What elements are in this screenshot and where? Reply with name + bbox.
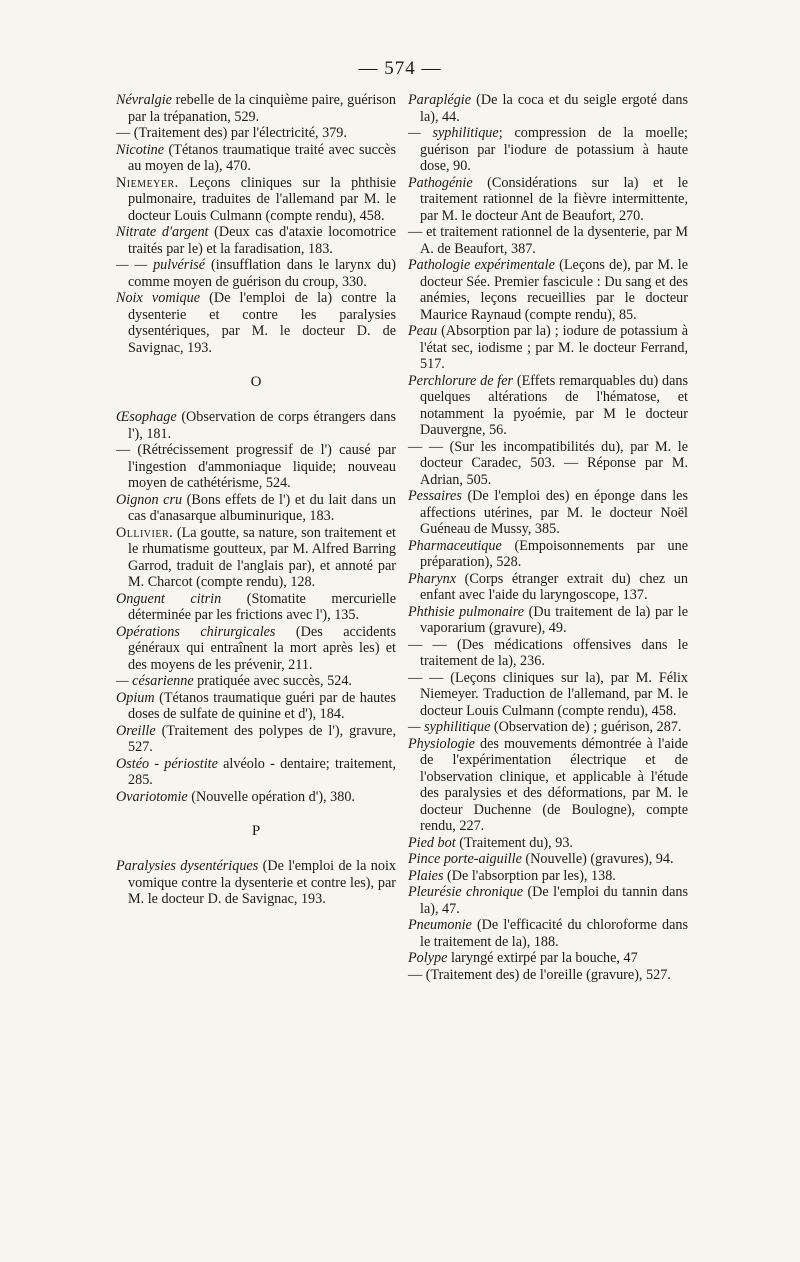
index-entry [408,224,688,257]
index-entry [408,538,688,571]
entry-text: (Du traitement de la) par le vaporarium (gravure), 49. [420,603,688,636]
index-entry [116,858,396,908]
right-block-p [408,92,688,983]
index-entry [408,868,688,885]
entry-text: (insufflation dans le larynx du) comme moyen de guérison du croup, 330. [128,257,396,290]
entry-text: (Considérations sur la) et le traitement rationnel de la fièvre intermittente, par M. le docteur Ant de Beaufort, 270. [420,174,688,224]
page-number: — 574 — [358,58,442,79]
index-entry [116,756,396,789]
entry-text: (De l'emploi du tannin dans la), 47. [420,884,689,917]
entry-heading: Névralgie [116,92,172,108]
entry-text: — (Traitement des) de l'oreille (gravure), 527. [408,966,671,983]
index-entry [116,125,396,142]
entry-heading: Oignon cru [116,491,183,508]
index-entry [408,125,688,175]
index-entry [408,488,688,538]
index-entry [116,673,396,690]
entry-text: (Deux cas d'ataxie locomotrice traités par le) et la faradisation, 183. [128,224,396,257]
entry-heading: Paralysies dysentériques [116,858,259,874]
entry-text: (Observation de corps étrangers dans l'), 181. [128,409,396,442]
entry-heading: Noix vomique [116,290,200,306]
entry-text: (Nouvelle) (gravures), 94. [521,851,674,867]
index-entry [408,719,688,736]
entry-text: (Leçons de), par M. le docteur Sée. Premier fascicule : Du sang et des anémies, leçons recueillies par le docteur Maurice Raynaud (compte rendu), 85. [420,257,688,323]
entry-text: (Tétanos traumatique traité avec succès au moyen de la), 470. [128,141,396,174]
entry-text: (Traitement des polypes de l'), gravure, 527. [128,722,396,755]
entry-text: des mouvements démontrée à l'aide de l'expérimentation électrique et de l'observation clinique, et applicable à l'étude des paralysies et des déformations, par M. le docteur Duchenne (de Boulogne), compte rendu, 227. [420,735,688,834]
index-entry [116,624,396,674]
entry-text: (Bons effets de l') et du lait dans un cas d'anasarque albuminurique, 183. [128,491,396,524]
entry-text: (De l'emploi des) en éponge dans les affections utérines, par M. le docteur Noël Guéneau de Mussy, 385. [420,488,688,537]
index-entry [116,290,396,356]
entry-heading: Opérations chirurgicales [116,623,276,640]
entry-heading: Pharynx [408,570,457,587]
index-entry [408,967,688,984]
entry-text: — (Rétrécissement progressif de l') causé par l'ingestion d'ammoniaque liquide; nouveau moyen de cathétérisme, 524. [116,442,396,491]
index-entry [408,736,688,835]
entry-heading: Pathogénie [408,174,473,191]
entry-text: rebelle de la cinquième paire, guérison par la trépanation, 529. [128,92,396,125]
index-entry [408,323,688,373]
entry-heading: Pied bot [408,834,456,851]
index-entry [116,175,396,225]
entry-heading: Pathologie expérimentale [408,257,555,273]
entry-heading: Polype [408,950,448,966]
entry-text: — (Traitement des) par l'électricité, 379. [116,125,347,141]
entry-heading: — — pulvérisé [116,257,206,273]
entry-heading: Niemeyer. [116,174,179,191]
index-entry [408,175,688,225]
left-block-o [116,409,396,805]
entry-text: (De la coca et du seigle ergoté dans la), 44. [420,92,688,125]
entry-heading: — syphilitique [408,719,491,735]
entry-heading: Perchlorure de fer [408,372,514,389]
entry-heading: Ollivier. [116,524,174,541]
index-entry [408,917,688,950]
index-entry [408,257,688,323]
entry-heading: Nicotine [116,141,165,158]
entry-text: (De l'emploi de la noix vomique contre la dysenterie et contre les), par M. le docteur D. de Savignac, 193. [128,858,396,907]
entry-heading: Œsophage [116,409,177,425]
index-entry [408,92,688,125]
left-block-n [116,92,396,356]
index-entry [116,92,396,125]
entry-heading: Plaies [408,867,444,884]
entry-text: (Tétanos traumatique guéri par de hautes doses de sulfate de quinine et d'), 184. [128,689,396,722]
index-entry [116,789,396,806]
entry-heading: Oreille [116,722,156,739]
index-entry [408,637,688,670]
index-entry [116,525,396,591]
entry-text: — — (Leçons cliniques sur la), par M. Félix Niemeyer. Traduction de l'allemand, par M. le docteur Louis Culmann (compte rendu), 458. [408,669,688,719]
index-entry [116,257,396,290]
index-entry [116,224,396,257]
section-letter-o: O [250,374,262,390]
entry-text: Leçons cliniques sur la phthisie pulmonaire, traduites de l'allemand par M. le docteur Louis Culmann (compte rendu), 458. [128,174,396,224]
entry-text: (Stomatite mercurielle déterminée par les frictions avec l'), 135. [128,590,396,623]
entry-heading: — syphilitique [408,125,499,141]
index-entry [116,492,396,525]
entry-heading: Pleurésie chronique [408,884,524,900]
entry-text: (Observation de) ; guérison, 287. [490,719,682,735]
index-entry [408,373,688,439]
entry-heading: Opium [116,689,155,706]
index-entry [408,670,688,720]
entry-text: (Nouvelle opération d'), 380. [187,788,355,805]
left-column [116,92,396,908]
index-entry [116,409,396,442]
entry-heading: Nitrate d'argent [116,224,209,240]
entry-text: — et traitement rationnel de la dysenterie, par M A. de Beaufort, 387. [408,224,688,257]
entry-text: (De l'absorption par les), 138. [443,867,616,884]
entry-heading: Pince porte-aiguille [408,851,522,867]
entry-heading: Peau [408,323,438,339]
entry-text: (De l'efficacité du chloroforme dans le traitement de la), 188. [420,917,688,950]
index-entry [408,851,688,868]
entry-text: (Empoisonnements par une préparation), 528. [420,537,688,570]
index-entry [116,690,396,723]
index-entry [408,604,688,637]
index-entry [116,442,396,492]
right-column [408,92,688,983]
entry-heading: Ostéo - périostite [116,755,218,772]
entry-heading: — césarienne [116,673,194,689]
index-entry [116,591,396,624]
entry-text: (La goutte, sa nature, son traitement et le rhumatisme goutteux, par M. Alfred Barring Garrod, traduit de l'anglais par), et annoté par M. Charcot (compte rendu), 128. [128,524,396,590]
index-entry [408,884,688,917]
entry-heading: Physiologie [408,735,475,752]
entry-text: — — (Sur les incompatibilités du), par M. le docteur Caradec, 503. — Réponse par M. Adrian, 505. [408,438,688,488]
entry-text: alvéolo - dentaire; traitement, 285. [128,755,396,788]
entry-text: (De l'emploi de la) contre la dysenterie et contre les paralysies dysentériques, par M. le docteur D. de Savignac, 193. [128,290,397,356]
entry-heading: Pessaires [408,488,462,504]
section-letter-p: P [251,823,261,839]
entry-text: ; compression de la moelle; guérison par l'iodure de potassium à haute dose, 90. [420,125,688,174]
entry-heading: Ovariotomie [116,788,188,805]
entry-text: (Traitement du), 93. [455,834,573,851]
entry-heading: Pharmaceutique [408,537,502,554]
left-block-p [116,858,396,908]
index-entry [408,439,688,489]
entry-heading: Paraplégie [408,92,472,108]
index-entry [116,142,396,175]
entry-text: pratiquée avec succès, 524. [193,673,352,689]
index-entry [408,571,688,604]
entry-text: (Des accidents généraux qui entraînent la mort après les) et des moyens de les prévenir, 211. [128,623,396,673]
entry-text: (Absorption par la) ; iodure de potassium à l'état sec, iodisme ; par M. le docteur Ferrand, 517. [420,323,688,372]
index-entry [116,723,396,756]
entry-heading: Phthisie pulmonaire [408,603,525,620]
entry-heading: Onguent citrin [116,590,222,607]
entry-text: laryngé extirpé par la bouche, 47 [447,950,638,966]
entry-text: (Effets remarquables du) dans quelques altérations de l'hématose, et notamment la pyoémie, par M le docteur Dauvergne, 56. [420,372,688,438]
index-entry [408,950,688,967]
index-entry [408,835,688,852]
entry-heading: Pneumonie [408,917,472,933]
entry-text: (Corps étranger extrait du) chez un enfant avec l'aide du laryngoscope, 137. [420,570,688,603]
entry-text: — — (Des médications offensives dans le traitement de la), 236. [408,636,688,669]
